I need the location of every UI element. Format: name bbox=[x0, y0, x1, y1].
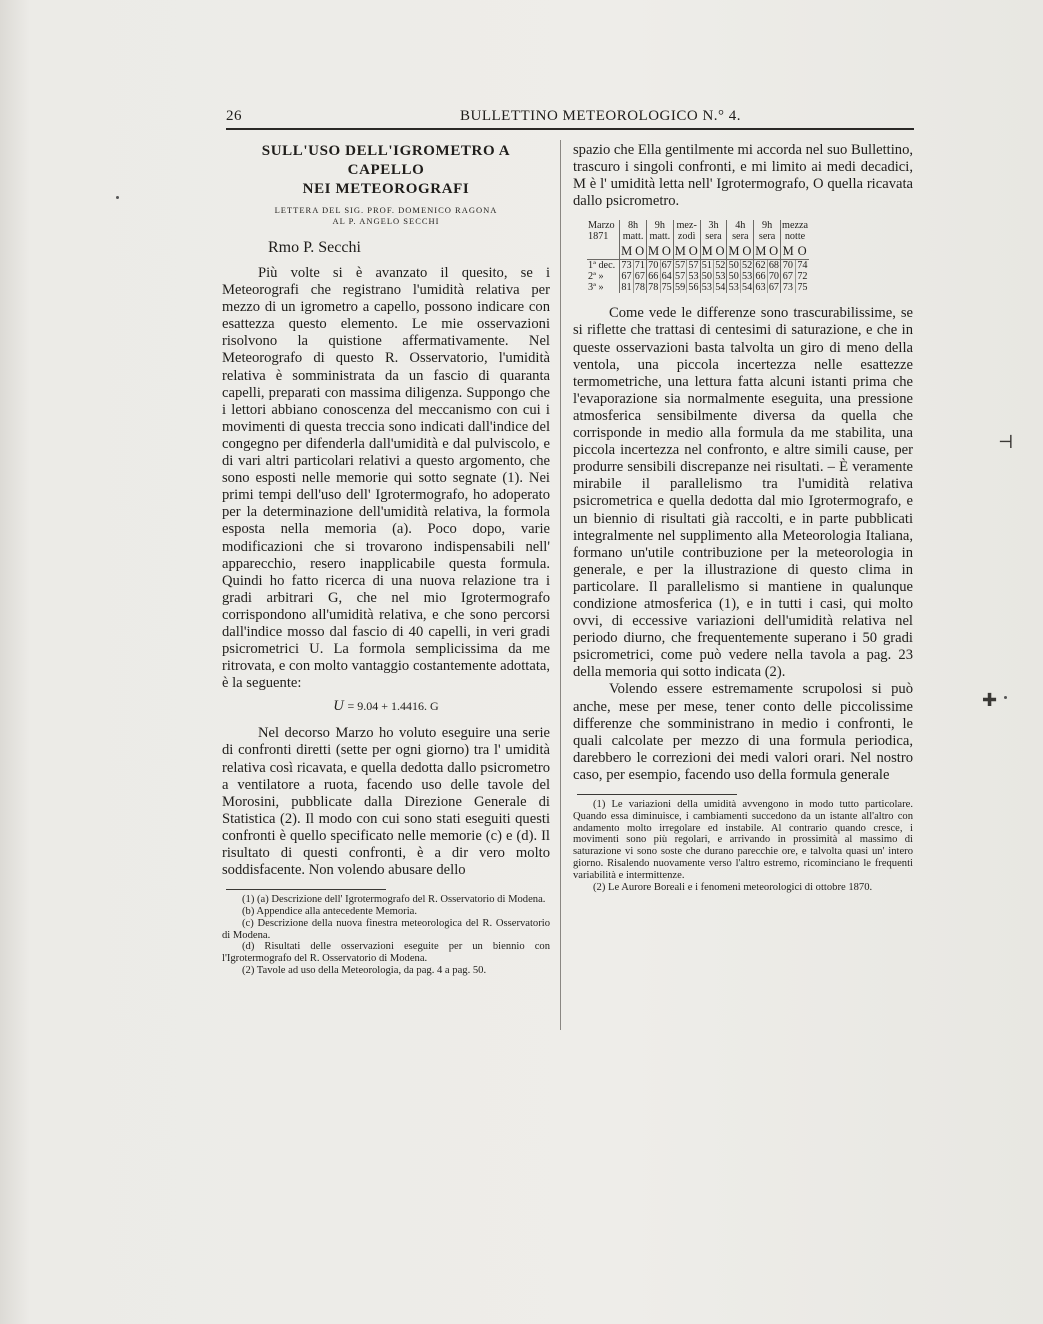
formula-rhs: = 9.04 + 1.4416. G bbox=[347, 699, 439, 714]
footnote-rule-right bbox=[577, 794, 737, 795]
table-col-header: 4h sera bbox=[727, 220, 754, 242]
paragraph-1: Più volte si è avanzato il quesito, se i Meteorografi che registrano l'umidità relativa per mezzo di un igrometro a capello, possono indicare con esattezza questo elemento. Le mie osservazioni risolvono la quistione affermativamente. Nel Meteorografo di questo R. Osservatorio, l'umidità relativa è somministrata da un fascio di quaranta capelli, preparati con massima diligenza. Suppongo che i lettori abbiano conoscenza del meccanismo con cui i movimenti di questa treccia sono indicati dall'indice del congegno per difenderla dall'umidità e dal pulviscolo, e di vari altri particolari relativi a questo argomento, che sono esposti nelle memorie qui sotto segnate (1). Nei primi tempi dell'uso dell' Igrotermografo, ho adoperato per la determinazione dell'umidità relativa, la formola esposta nella memoria (a). Poco dopo, varie modificazioni che si trovarono indispensabili nell' apparecchio, resero inapplicabile questa formula. Quindi ho fatto ricerca di una nuova relazione tra i gradi arbitrari G, che nel mio Igrotermografo corrispondono all'umidità relativa, e che sono percorsi dall'indice mosso dal fascio di 40 capelli, in veri gradi psicrometrici U. La formola semplicissima da me ritrovata, e con molto vantaggio costantemente adottata, è la seguente: bbox=[222, 265, 550, 692]
running-title: BULLETTINO METEOROLOGICO N.° 4. bbox=[460, 108, 742, 124]
table-cell: 67 bbox=[621, 271, 632, 283]
table-sub-m: M bbox=[755, 244, 767, 259]
table-col-header: 9h sera bbox=[754, 220, 781, 242]
table-cell: 54 bbox=[715, 282, 726, 294]
table-cell: 78 bbox=[634, 282, 645, 294]
table-row bbox=[587, 282, 809, 293]
table-cell: 52 bbox=[715, 260, 726, 272]
table-cell: 70 bbox=[781, 260, 796, 272]
humidity-comparison-table bbox=[587, 220, 809, 293]
table-cell: 53 bbox=[701, 282, 712, 294]
table-sub-o: O bbox=[635, 244, 645, 259]
formula-lhs: U bbox=[333, 698, 344, 715]
table-col-header: mezza notte bbox=[782, 220, 809, 243]
table-cell: 75 bbox=[661, 282, 672, 294]
salutation: Rmo P. Secchi bbox=[268, 239, 361, 256]
table-cell: 74 bbox=[795, 260, 809, 272]
table-cell: 59 bbox=[674, 282, 686, 294]
table-cell: 66 bbox=[648, 271, 659, 283]
table-col-header: 3h sera bbox=[700, 220, 727, 242]
page-number: 26 bbox=[226, 108, 242, 124]
table-sub-o: O bbox=[661, 244, 671, 259]
table-cell: 81 bbox=[621, 282, 632, 294]
table-cell: 62 bbox=[755, 260, 766, 272]
table-sub-o: O bbox=[769, 244, 779, 259]
article-title-line-2: NEI METEOROGRAFI bbox=[302, 181, 470, 197]
table-cell: 70 bbox=[648, 260, 659, 272]
table-col-header: mez- zodì bbox=[673, 220, 700, 242]
table-cell: 63 bbox=[755, 282, 766, 294]
table-cell: 64 bbox=[661, 271, 672, 283]
byline bbox=[222, 205, 550, 227]
table-cell: 67 bbox=[781, 271, 796, 282]
table-cell: 57 bbox=[688, 260, 699, 272]
table-cell: 78 bbox=[648, 282, 659, 294]
article-title-line-1: SULL'USO DELL'IGROMETRO A CAPELLO bbox=[261, 143, 511, 178]
table-cell: 57 bbox=[674, 260, 686, 272]
table-cell: 53 bbox=[715, 271, 726, 283]
table-corner: Marzo 1871 bbox=[588, 220, 615, 243]
table-col-header: 8h matt. bbox=[620, 220, 647, 242]
byline-line-1: LETTERA DEL SIG. PROF. DOMENICO RAGONA bbox=[274, 205, 498, 215]
table-body bbox=[587, 260, 809, 294]
table-row-label: 2ª » bbox=[588, 271, 604, 283]
byline-line-2: AL P. ANGELO SECCHI bbox=[332, 216, 440, 226]
table-cell: 53 bbox=[742, 271, 753, 283]
table-row bbox=[587, 271, 809, 282]
table-cell: 57 bbox=[674, 271, 686, 283]
header-rule bbox=[226, 128, 914, 130]
table-sub-o: O bbox=[688, 244, 698, 259]
table-header-row bbox=[587, 220, 809, 242]
speck bbox=[116, 196, 119, 199]
table-cell: 70 bbox=[768, 271, 780, 283]
margin-pin-mark: ⊣ bbox=[998, 432, 1014, 453]
table-cell: 67 bbox=[768, 282, 780, 294]
table-sub-m: M bbox=[728, 244, 740, 259]
table-cell: 51 bbox=[701, 260, 712, 272]
footnote-left-4: (d) Risultati delle osservazioni eseguite per un biennio con l'Igrotermografo del R. Osservatorio di Modena. bbox=[222, 941, 550, 965]
table-cell: 50 bbox=[728, 260, 739, 272]
table-cell: 67 bbox=[661, 260, 672, 272]
table-sub-o: O bbox=[742, 244, 752, 259]
table-subheader-row bbox=[587, 242, 809, 260]
table-cell: 54 bbox=[742, 282, 753, 294]
table-sub-m: M bbox=[621, 244, 633, 259]
footnote-rule-left bbox=[226, 889, 386, 890]
table-cell: 73 bbox=[781, 282, 796, 293]
running-head bbox=[226, 108, 914, 130]
table-cell: 71 bbox=[634, 260, 645, 272]
paragraph-4: Come vede le differenze sono trascurabilissime, se si riflette che trattasi di centesimi di saturazione, e che in queste osservazioni basta talvolta un giro di meno della ventola, una piccola incertezza nelle esattezze termometriche, una lettura fatta alcuni istanti prima che l'evaporazione sia normalmente eseguita, una pressione atmosferica sensibilmente diversa da quella che corrisponde in medio alla formula da me stabilita, una piccola incertezza nel confronto, e altre simili cause, per produrre sensibili discrepanze nei risultati. – È veramente mirabile il parallelismo tra l'umidità relativa psicrometrica e quella dedotta dal mio Igrotermografo, e un biennio di risultati già raccolti, e in parte pubblicati integralmente nel supplimento alla Meteorologia Italiana, formano un'utile contribuzione per la meteorologia in generale, e per la illustrazione di questo clima in particolare. Il parallelismo si mantiene in qualunque condizione atmosferica (1), e in tutti i casi, qui molto ovvi, di eccessive variazioni dell'umidità relativa nel periodo diurno, che frequentemente superano i 50 gradi psicrometrici, come può vedere nella tavola a pag. 23 della memoria qui sotto indicata (2). bbox=[573, 305, 913, 681]
left-column bbox=[222, 142, 550, 977]
table-cell: 52 bbox=[742, 260, 753, 272]
table-sub-m: M bbox=[781, 242, 796, 260]
table-cell: 53 bbox=[688, 271, 699, 283]
margin-pin-mark: ✚ bbox=[982, 690, 998, 711]
table-cell: 72 bbox=[795, 271, 809, 282]
table-row bbox=[587, 260, 809, 272]
table-sub-m: M bbox=[674, 244, 686, 259]
table-sub-m: M bbox=[647, 244, 660, 259]
right-column bbox=[573, 142, 913, 893]
table-cell: 68 bbox=[768, 260, 780, 272]
footnote-left-1: (1) (a) Descrizione dell' Igrotermografo del R. Osservatorio di Modena. bbox=[242, 894, 546, 906]
table-row-label: 3ª » bbox=[588, 282, 604, 294]
table-cell: 56 bbox=[688, 282, 699, 294]
footnote-left-2: (b) Appendice alla antecedente Memoria. bbox=[242, 905, 418, 917]
table-col-header: 9h matt. bbox=[646, 220, 673, 242]
paragraph-3: spazio che Ella gentilmente mi accorda nel suo Bullettino, trascuro i singoli confronti, e mi limito ai medi decadici, M è l' umidità letta nell' Igrotermografo, O quella ricavata dallo psicrometro. bbox=[573, 142, 914, 210]
footnote-left-3: (c) Descrizione della nuova finestra meteorologica del R. Osservatorio di Modena. bbox=[222, 917, 550, 941]
table-cell: 53 bbox=[728, 282, 739, 294]
footnote-left-5: (2) Tavole ad uso della Meteorologia, da pag. 4 a pag. 50. bbox=[242, 964, 487, 976]
paragraph-2: Nel decorso Marzo ho voluto eseguire una serie di confronti diretti (sette per ogni giorno) tra l' umidità relativa così ricavata, e quella dedotta dallo psicrometro a ventilatore a ruota, facendo uso delle tavole del Morosini, pubblicate dalla Direzione Generale di Statistica (2). Il modo con cui sono stati eseguiti questi confronti è quello specificato nelle memorie (c) e (d). Il risultato di questi confronti, è a dir vero molto soddisfacente. Non volendo abusare dello bbox=[222, 725, 550, 879]
speck bbox=[1004, 696, 1007, 699]
table-sub-o: O bbox=[797, 244, 807, 259]
formula bbox=[222, 698, 550, 715]
footnote-right-1: (1) Le variazioni della umidità avvengono in modo tutto particolare. Quando essa diminuisce, i cambiamenti succedono da un istante all'altro con andamento molto irregolare ed instabile. Al contrario quando cresce, i movimenti sono più regolari, e arrivando in prossimità al massimo di saturazione vi sono soste che durano parecchie ore, e talvolta quasi un' intero giorno. Risalendo nuovamente verso l'altro estremo, ricominciano le frequenti variabilità e intermittenze. bbox=[573, 799, 913, 881]
table-cell: 50 bbox=[701, 271, 712, 283]
column-divider bbox=[560, 140, 561, 1030]
table-cell: 50 bbox=[728, 271, 739, 283]
table-cell: 75 bbox=[795, 282, 809, 293]
table-row-label: 1ª dec. bbox=[587, 260, 620, 272]
table-cell: 66 bbox=[755, 271, 766, 283]
article-title bbox=[222, 142, 550, 199]
table-cell: 73 bbox=[621, 260, 632, 272]
table-sub-m: M bbox=[701, 244, 713, 259]
paragraph-5: Volendo essere estremamente scrupolosi si può anche, mese per mese, tener conto delle piccolissime differenze che somministrano in medio i confronti, le quali calcolate per mezzo di una formula periodica, darebbero le correzioni dei medi valori orari. Nel nostro caso, per esempio, facendo uso della formula generale bbox=[573, 681, 913, 783]
table-cell: 67 bbox=[634, 271, 645, 283]
footnote-right-2: (2) Le Aurore Boreali e i fenomeni meteorologici di ottobre 1870. bbox=[593, 881, 873, 893]
table-sub-o: O bbox=[715, 244, 725, 259]
